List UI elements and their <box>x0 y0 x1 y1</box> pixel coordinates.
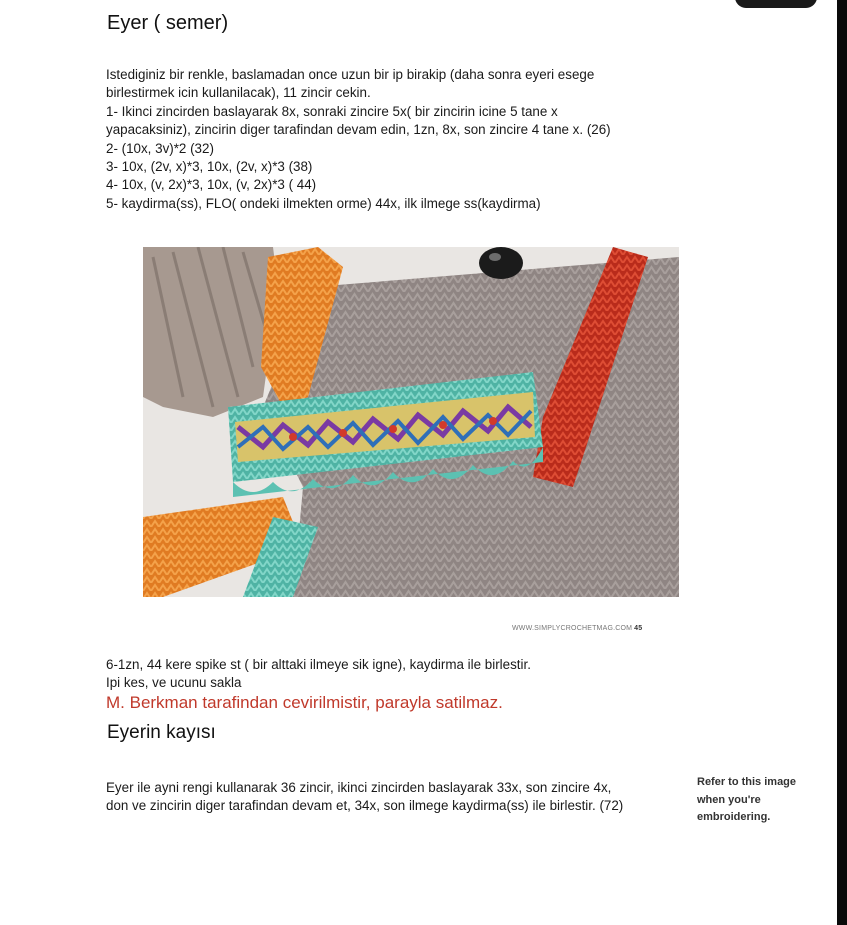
eye <box>479 247 523 279</box>
instruction-line: 5- kaydirma(ss), FLO( ondeki ilmekten orme) 44x, ilk ilmege ss(kaydirma) <box>106 195 541 211</box>
page-number: 45 <box>634 625 643 632</box>
screen-edge <box>837 0 847 925</box>
page-title: Eyer ( semer) <box>107 12 229 34</box>
saddle-instructions <box>106 66 736 213</box>
instruction-line: 3- 10x, (2v, x)*3, 10x, (2v, x)*3 (38) <box>106 159 313 175</box>
instruction-line: birlestirmek icin kullanilacak), 11 zincir cekin. <box>106 85 371 101</box>
instruction-line: don ve zincirin diger tarafindan devam et, 34x, son ilmege kaydirma(ss) ile birlestir. (72) <box>106 798 624 813</box>
strap-title: Eyerin kayısı <box>107 722 216 743</box>
instruction-line: yapacaksiniz), zincirin diger tarafindan devam edin, 1zn, 8x, son zincire 4 tane x. (26) <box>106 122 611 138</box>
round-six-instructions <box>106 656 746 692</box>
mane-tuft <box>143 247 278 417</box>
credit-url: WWW.SIMPLYCROCHETMAG.COM <box>512 625 633 632</box>
strap-instructions <box>106 779 746 815</box>
instruction-line: 4- 10x, (v, 2x)*3, 10x, (v, 2x)*3 ( 44) <box>106 177 317 193</box>
translator-note: M. Berkman tarafindan cevirilmistir, parayla satilmaz. <box>106 693 503 712</box>
instruction-line: Istediginiz bir renkle, baslamadan once uzun bir ip birakip (daha sonra eyeri esege <box>106 67 595 82</box>
instruction-line: 1- Ikinci zincirden baslayarak 8x, sonraki zincire 5x( bir zincirin icine 5 tane x <box>106 103 558 119</box>
instruction-line: Ipi kes, ve ucunu sakla <box>106 675 242 690</box>
camera-notch <box>735 0 817 8</box>
instruction-line: 2- (10x, 3v)*2 (32) <box>106 140 214 156</box>
donkey-illustration <box>143 247 679 597</box>
caption-line: embroidering. <box>697 811 771 823</box>
instruction-line: 6-1zn, 44 kere spike st ( bir alttaki ilmeye sik igne), kaydirma ile birlestir. <box>106 657 531 672</box>
caption-line: Refer to this image <box>697 776 797 788</box>
photo-credit <box>512 625 642 632</box>
caption-line: when you're <box>697 793 761 806</box>
instruction-line: Eyer ile ayni rengi kullanarak 36 zincir, ikinci zincirden baslayarak 33x, son zincire 4x, <box>106 780 612 795</box>
